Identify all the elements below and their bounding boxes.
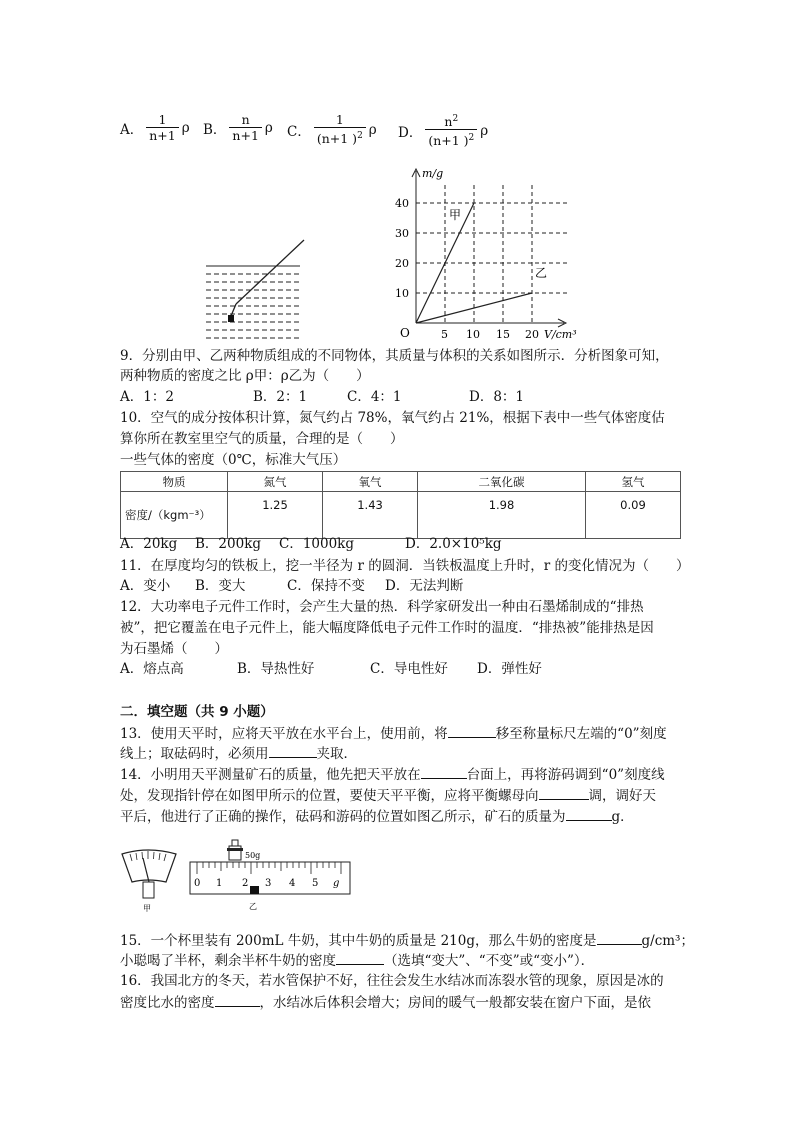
table-cell: 1.25	[228, 492, 323, 539]
weight-label: 50g	[245, 851, 261, 860]
q10-line-2: 算你所在教室里空气的质量，合理的是（ ）	[120, 431, 404, 447]
q12-option-b: B．导热性好	[237, 661, 315, 677]
ruler-tick: 0	[194, 878, 201, 889]
y-tick: 30	[395, 227, 409, 240]
q14-line-1: 14．小明用天平测量矿石的质量，他先把天平放在 台面上，再将游码调到“0”刻度线	[120, 764, 665, 785]
option-b: B． $\frac{n}{n+1}$ ρ	[203, 112, 273, 143]
q12-line-2: 被”，把它覆盖在电子元件上，能大幅度降低电子元件工作时的温度．“排热被”能排热是因	[120, 620, 654, 636]
label-yi: 乙	[535, 266, 548, 280]
q10-option-b: B．200kg	[195, 536, 262, 552]
option-c: C． $\frac{1}{(n+1 )^2}$ ρ	[287, 112, 377, 147]
q12-line-3: 为石墨烯（ ）	[120, 641, 228, 657]
fraction: $\frac{n^2}{(n+1 )^2}$	[425, 112, 477, 149]
y-axis-label: m/g	[422, 167, 444, 180]
x-tick: 15	[496, 328, 510, 341]
answer-blank[interactable]	[215, 992, 260, 1007]
q12-option-c: C．导电性好	[370, 661, 448, 677]
section-title: 二．填空题（共 9 小题）	[120, 704, 274, 720]
table-row-label: 密度/（kgm⁻³）	[121, 492, 228, 539]
table-row	[121, 492, 681, 539]
fraction: $\frac{1}{n+1}$	[146, 112, 178, 144]
q10-option-a: A．20kg	[120, 536, 178, 552]
table-cell: 1.43	[323, 492, 418, 539]
x-tick: 10	[466, 328, 480, 341]
q9-option-c: C．4：1	[347, 389, 402, 405]
table-header-cell: 氧气	[323, 472, 418, 492]
answer-blank[interactable]	[421, 764, 467, 779]
label-yi: 乙	[249, 902, 257, 911]
answer-blank[interactable]	[539, 785, 589, 800]
x-tick: 20	[525, 328, 539, 341]
y-tick: 20	[395, 257, 409, 270]
q13-line-1: 13．使用天平时，应将天平放在水平台上，使用前，将 移至称量标尺左端的“0”刻度	[120, 723, 667, 744]
q10-option-c: C．1000kg	[279, 536, 355, 552]
q11-line-1: 11．在厚度均匀的铁板上，挖一半径为 r 的圆洞．当铁板温度上升时，r 的变化情况为（ ）	[120, 558, 690, 574]
answer-blank[interactable]	[566, 806, 612, 821]
x-axis-label: V/cm³	[544, 328, 577, 341]
table-header-cell: 氢气	[585, 472, 680, 492]
q15-line-2: 小聪喝了半杯，剩余半杯牛奶的密度 （选填“变大”、“不变”或“变小”）．	[120, 950, 594, 971]
table-cell: 1.98	[418, 492, 586, 539]
q11-option-a: A．变小	[120, 578, 171, 594]
q15-line-1: 15．一个杯里装有 200mL 牛奶，其中牛奶的质量是 210g，那么牛奶的密度是 g/cm³；	[120, 930, 694, 951]
q16-line-2: 密度比水的密度 ，水结冰后体积会增大；房间的暖气一般都安装在窗户下面，是依	[120, 992, 651, 1013]
table-cell: 0.09	[585, 492, 680, 539]
answer-blank[interactable]	[448, 723, 496, 738]
label-jia: 甲	[449, 208, 462, 222]
origin-label: O	[400, 326, 410, 340]
q14-line-2: 处，发现指针停在如图甲所示的位置，要使天平平衡，应将平衡螺母向 调，调好天	[120, 785, 656, 806]
q11-option-c: C．保持不变	[287, 578, 365, 594]
y-tick: 10	[395, 287, 409, 300]
answer-blank[interactable]	[597, 930, 642, 945]
ruler-unit: g	[333, 878, 340, 889]
ruler-tick: 4	[289, 878, 296, 889]
q16-line-1: 16．我国北方的冬天，若水管保护不好，往往会发生水结冰而冻裂水管的现象，原因是冰的	[120, 973, 664, 989]
q12-line-1: 12．大功率电子元件工作时，会产生大量的热．科学家研发出一种由石墨烯制成的“排热	[120, 599, 644, 615]
q9-line-1: 9．分别由甲、乙两种物质组成的不同物体，其质量与体积的关系如图所示．分析图象可知，	[120, 348, 669, 364]
balance-figure	[118, 836, 358, 916]
fraction: $\frac{n}{n+1}$	[229, 112, 261, 144]
option-a: A． $\frac{1}{n+1}$ ρ	[120, 112, 190, 143]
answer-blank[interactable]	[269, 743, 317, 758]
gas-density-table	[120, 471, 681, 539]
label-jia: 甲	[143, 904, 151, 913]
q13-line-2: 线上；取砝码时，必须用 夹取．	[120, 743, 357, 764]
ruler-tick: 1	[216, 878, 223, 889]
q11-option-d: D．无法判断	[385, 578, 464, 594]
q9-option-d: D．8：1	[469, 389, 525, 405]
mass-volume-graph	[392, 163, 602, 343]
pointer-scale-jia	[122, 850, 176, 898]
ruler-tick: 5	[312, 878, 319, 889]
rider[interactable]	[250, 886, 259, 894]
q14-line-3: 平后，他进行了正确的操作，砝码和游码的位置如图乙所示，矿石的质量为 g．	[120, 806, 634, 827]
q9-line-2: 两种物质的密度之比 ρ甲：ρ乙为（ ）	[120, 368, 370, 384]
table-header-cell: 氮气	[228, 472, 323, 492]
table-caption: 一些气体的密度（0℃，标准大气压）	[120, 452, 347, 468]
liquid-container-figure	[200, 238, 310, 344]
q9-option-a: A．1：2	[120, 389, 174, 405]
x-tick: 5	[441, 328, 448, 341]
y-tick: 40	[395, 197, 409, 210]
answer-blank[interactable]	[336, 950, 384, 965]
q11-option-b: B．变大	[195, 578, 246, 594]
table-header-row	[121, 472, 681, 492]
weight-50g	[227, 840, 243, 860]
ruler-tick: 3	[265, 878, 272, 889]
table-header-cell: 物质	[121, 472, 228, 492]
fraction: $\frac{1}{(n+1 )^2}$	[314, 112, 366, 147]
q12-option-a: A．熔点高	[120, 661, 184, 677]
q12-option-d: D．弹性好	[477, 661, 542, 677]
q10-line-1: 10．空气的成分按体积计算，氮气约占 78%，氧气约占 21%，根据下表中一些气体密度估	[120, 410, 665, 426]
q10-option-d: D．2.0×10⁵kg	[405, 536, 502, 552]
option-d: D． $\frac{n^2}{(n+1 )^2}$ ρ	[398, 114, 489, 149]
ruler-tick: 2	[242, 878, 249, 889]
q9-option-b: B．2：1	[253, 389, 308, 405]
table-header-cell: 二氧化碳	[418, 472, 586, 492]
